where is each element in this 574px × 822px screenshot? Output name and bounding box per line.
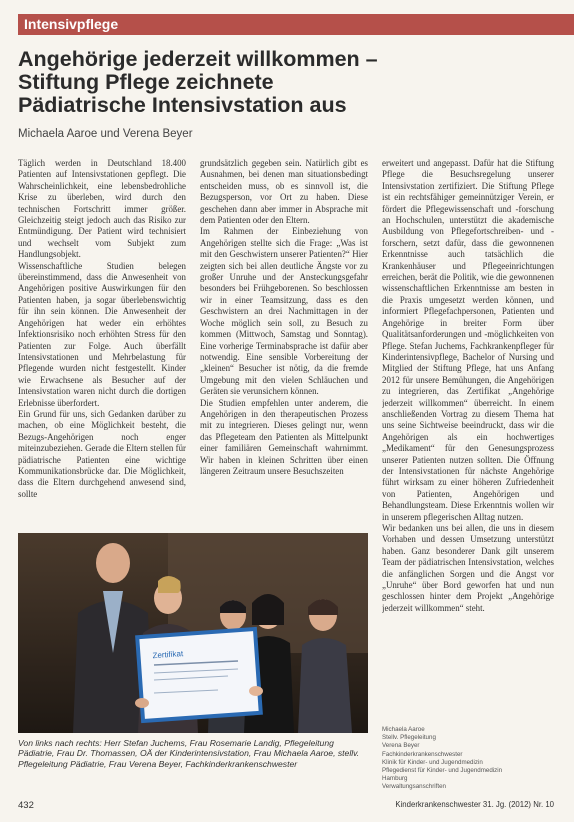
page-number: 432	[18, 800, 34, 811]
paragraph: erweitert und angepasst. Dafür hat die Stiftung Pflege die Besuchsregelung unserer Intensivstation zertifiziert. Die Stiftung Pflege ist ein rechtsfähiger gemeinnütziger Verein, er fördert die Pflegewissenschaft und -forschung an Hochschulen, unterstützt die akademische Ausbildung von Pflegefortschreiben- und -forschern, setzt dafür, dass die gewonnenen Erkenntnisse auch tatsächlich die Krankenhäuser und Pflegeeinrichtungen erreichen, berät die Politik, wie die gewonnenen wissenschaftlichen Erkenntnisse am besten in die Praxis umgesetzt werden können, und informiert Pflegefachpersonen, Patienten und Angehörige in breiter Form über Qualitätsanforderungen und -möglichkeiten von Pflege. Stefan Juchems, Fachkrankenpfleger für Kinderintensivpflege, Bachelor of Nursing und Mitglied der Stiftung Pflege, hat uns Anfang 2012 für unsere Bemühungen, die Angehörigen zu integrieren, das Zertifikat „Angehörige jederzeit willkommen“ überreicht. In einem anschließenden Vortrag zu diesem Thema hat uns seine Sichtweise beeindruckt, dass wir die Angehörigen als ein hochwertiges „Medikament“ für den Genesungsprozess unserer Patienten nutzen sollten. Die Öffnung der Intensivstationen für nächste Angehörige führt wirksam zu einer höheren Zufriedenheit von Patienten, Angehörigen und Behandlungsteam. Diese Erkenntnis wollen wir in unserem pflegerischen Alltag nutzen.	[382, 158, 554, 522]
paragraph: Wir bedanken uns bei allen, die uns in diesem Vorhaben und dessen Umsetzung unterstützt haben. Ganz besonderer Dank gilt unserem Team der pädiatrischen Intensivstation, welches die anfänglichen Sorgen und die Angst vor „Unruhe“ über Bord geworfen hat und nun geschlossen hinter dem Projekt „Angehörige jederzeit willkommen“ steht.	[382, 523, 554, 613]
credit-line: Hamburg	[382, 775, 408, 783]
headline-line: Pädiatrische Intensivstation aus	[18, 93, 347, 117]
paragraph: Wissenschaftliche Studien belegen übereinstimmend, dass die Anwesenheit von Angehörigen positive Auswirkungen für den Patienten haben, ja sogar überlebenswichtig für ihn sein können. Die Anwesenheit der Angehörigen hat weder ein erhöhtes Infektionsrisiko noch erhöhten Stress für den Patienten zur Folge. Auch überfällt Intensivstationen und Mehrbelastung für Pflegende wurden nicht festgestellt. Kinder wie Erwachsene als Besucher auf der Intensivstation waren nicht durch die dortigen Erlebnisse überfordert.	[18, 260, 186, 408]
section-label: Intensivpflege	[18, 14, 574, 35]
credit-line: Pflegedienst für Kinder- und Jugendmedizin	[382, 767, 503, 775]
paragraph: Täglich werden in Deutschland 18.400 Patienten auf Intensivstationen gepflegt. Die Wahrscheinlichkeit, eine lebensbedrohliche Krise zu überleben, wird durch den technischen Fortschritt immer größer. Gleichzeitig steigt jedoch auch das Risiko zur Entmündigung. Der Patient wird technisiert und wechselt vom Subjekt zum Handlungsobjekt.	[18, 158, 186, 260]
paragraph: Ein Grund für uns, sich Gedanken darüber zu machen, ob eine Möglichkeit besteht, die Bezugs-Angehörigen noch enger miteinzubeziehen. Gerade die Eltern stellen für pädiatrische Patienten eine wichtige Kommunikationsbrücke dar. Die Möglichkeit, dass die Eltern durchgehend anwesend sind, sollte	[18, 408, 186, 499]
credit-line: Stellv. Pflegeleitung	[382, 734, 436, 742]
journal-reference: Kinderkrankenschwester 31. Jg. (2012) Nr. 10	[395, 800, 554, 809]
headline-line: Angehörige jederzeit willkommen –	[18, 47, 378, 71]
headline-line: Stiftung Pflege zeichnete	[18, 70, 274, 94]
credit-line: Michaela Aaroe	[382, 726, 425, 733]
certificate-title: Zertifikat	[152, 649, 184, 661]
credit-line: Verena Beyer	[382, 742, 420, 750]
person-body	[298, 638, 352, 733]
photo-caption: Von links nach rechts: Herr Stefan Juchems, Frau Rosemarie Landig, Pflegeleitung Pädiatrie, Frau Dr. Thomassen, OÄ der Kinderintensivstation, Frau Michaela Aaroe, stellv. Pflegeleitung Pädiatrie, Frau Verena Beyer, Fachkinderkrankenschwester	[18, 738, 360, 769]
credit-line: Fachkinderkrankenschwester	[382, 750, 463, 758]
credit-line: Klinik für Kinder- und Jugendmedizin	[382, 758, 483, 766]
paragraph: Im Rahmen der Einbeziehung von Angehörigen stellte sich die Frage: „Was ist mit den Geschwistern unserer Patienten?“ Hier zeigten sich bei allen deutliche Ängste vor zu großer Unruhe und der Ansteckungsgefahr besonders bei Frühgeborenen. So beschlossen wir in einer Teamsitzung, dass es den Geschwistern an drei Nachmittagen in der Woche möglich sein soll, zu Besuch zu kommen (Mittwoch, Samstag und Sonntag). Eine vorherige Terminabsprache ist dafür aber notwendig. Eine sensible Vorbereitung der „kleinen“ Besucher ist nötig, da die fremde Umgebung mit den vielen Schläuchen und Geräten sie verunsichern können.	[200, 226, 368, 397]
article-authors: Michaela Aaroe und Verena Beyer	[18, 128, 193, 140]
author-credits	[382, 726, 552, 792]
certificate	[137, 629, 261, 721]
paragraph: grundsätzlich gegeben sein. Natürlich gibt es Ausnahmen, bei denen man situationsbedingt entscheiden muss, ob es sinnvoll ist, die Bezugsperson, vor Ort zu haben. Diese geschehen dann aber immer in Absprache mit dem Patienten oder den Eltern.	[200, 158, 368, 226]
paragraph: Die Studien empfehlen unter anderem, die Angehörigen in den therapeutischen Prozess mit zu integrieren. Dieses gelingt nur, wenn das Pflegeteam den Patienten als Mittelpunkt einer familiären Gemeinschaft wahrnimmt. Wir haben in kleinen Schritten über einen längeren Zeitraum unsere Besuchszeiten	[200, 397, 368, 476]
credit-line: Verwaltungsanschriften	[382, 783, 446, 791]
article-headline	[18, 48, 538, 117]
group-photo	[18, 533, 368, 733]
text-column-1	[18, 158, 186, 528]
group-photo-illustration	[18, 533, 368, 733]
person-face	[96, 543, 130, 583]
text-column-2	[200, 158, 368, 528]
text-column-3	[382, 158, 554, 728]
